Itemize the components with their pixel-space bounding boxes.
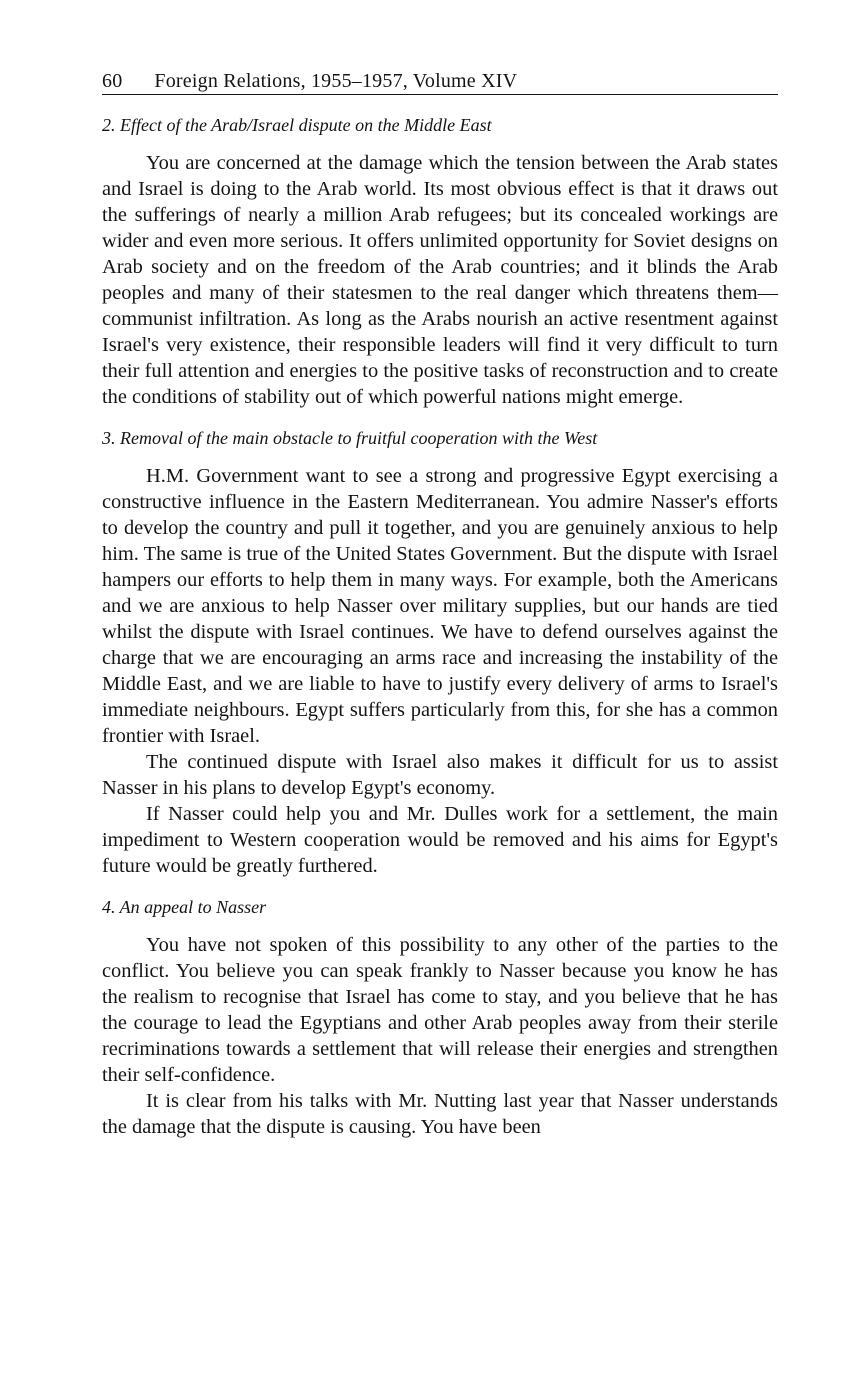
section-removal-of-obstacle xyxy=(102,428,778,879)
section-heading: 4. An appeal to Nasser xyxy=(102,897,267,917)
paragraph: You are concerned at the damage which the tension between the Arab states and Israel is doing to the Arab world. Its most obvious effect is that it draws out the sufferings of nearly a million Arab refugees; but its concealed workings are wider and even more serious. It offers unlimited opportunity for Soviet designs on Arab society and on the freedom of the Arab countries; and it blinds the Arab peoples and many of their statesmen to the real danger which threatens them—communist infiltration. As long as the Arabs nourish an active resentment against Israel's very existence, their responsible leaders will find it very difficult to turn their full attention and energies to the positive tasks of reconstruction and to create the conditions of stability out of which powerful nations might emerge. xyxy=(102,152,778,408)
running-head-title: Foreign Relations, 1955–1957, Volume XIV xyxy=(154,70,518,92)
paragraph: It is clear from his talks with Mr. Nutting last year that Nasser understands the damage that the dispute is causing. You have been xyxy=(102,1090,778,1138)
section-heading: 2. Effect of the Arab/Israel dispute on the Middle East xyxy=(102,115,492,135)
page-number: 60 xyxy=(102,70,123,92)
paragraph: The continued dispute with Israel also makes it difficult for us to assist Nasser in his plans to develop Egypt's economy. xyxy=(102,751,778,799)
paragraph: H.M. Government want to see a strong and progressive Egypt exercising a constructive influence in the Eastern Mediterranean. You admire Nasser's efforts to develop the country and pull it together, and you are genuinely anxious to help him. The same is true of the United States Government. But the dispute with Israel hampers our efforts to help them in many ways. For example, both the Americans and we are anxious to help Nasser over military supplies, but our hands are tied whilst the dispute with Israel continues. We have to defend ourselves against the charge that we are encouraging an arms race and increasing the instability of the Middle East, and we are liable to have to justify every delivery of arms to Israel's immediate neighbours. Egypt suffers particularly from this, for she has a common frontier with Israel. xyxy=(102,465,778,747)
section-heading: 3. Removal of the main obstacle to fruitful cooperation with the West xyxy=(102,428,598,448)
section-effect-of-dispute xyxy=(102,115,778,410)
section-appeal-to-nasser xyxy=(102,897,778,1140)
paragraph: If Nasser could help you and Mr. Dulles work for a settlement, the main impediment to Western cooperation would be removed and his aims for Egypt's future would be greatly furthered. xyxy=(102,803,778,877)
paragraph: You have not spoken of this possibility to any other of the parties to the conflict. You believe you can speak frankly to Nasser because you know he has the realism to recognise that Israel has come to stay, and you believe that he has the courage to lead the Egyptians and other Arab peoples away from their sterile recriminations towards a settlement that will release their energies and strengthen their self-confidence. xyxy=(102,934,778,1086)
document-page xyxy=(102,70,778,1146)
running-head xyxy=(102,70,778,95)
